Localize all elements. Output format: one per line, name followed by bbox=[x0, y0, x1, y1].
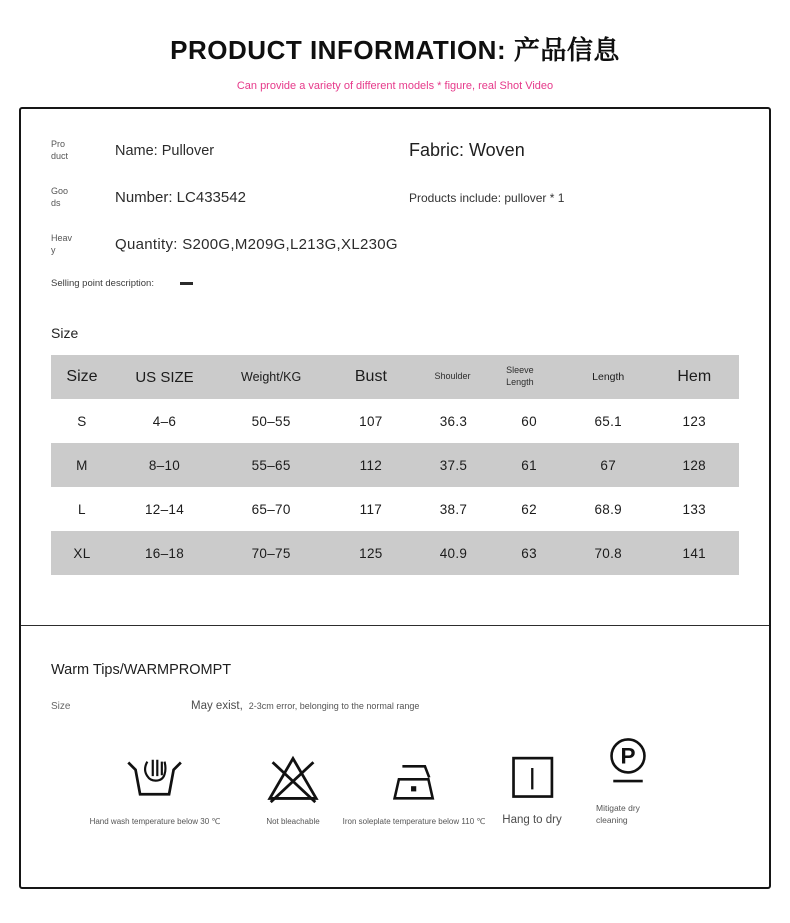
fabric-value: Fabric: Woven bbox=[409, 140, 525, 160]
care-instructions-row bbox=[51, 728, 739, 832]
hang-to-dry-icon bbox=[507, 743, 557, 801]
table-row-xl: XL 16–18 70–75 125 40.9 63 70.8 141 bbox=[51, 531, 739, 575]
info-row-product bbox=[51, 135, 739, 166]
care-label: Hang to dry bbox=[502, 814, 562, 826]
col-header-shoulder: Shoulder bbox=[434, 371, 471, 382]
page-subtitle: Can provide a variety of different models * figure, real Shot Video bbox=[236, 80, 554, 92]
col-header-sleeve-length: Sleeve Length bbox=[506, 365, 534, 387]
table-header-row bbox=[51, 355, 739, 399]
table-row-m: M 8–10 55–65 112 37.5 61 67 128 bbox=[51, 443, 739, 487]
size-chart-table bbox=[51, 355, 739, 575]
size-tolerance-note bbox=[51, 700, 739, 712]
warm-tips-section bbox=[51, 626, 739, 832]
col-header-us-size: US SIZE bbox=[135, 368, 194, 386]
product-info-sheet bbox=[19, 107, 771, 889]
iron-icon bbox=[388, 746, 440, 804]
col-header-size: Size bbox=[66, 368, 98, 385]
note-detail-text: 2-3cm error, belonging to the normal range bbox=[248, 701, 420, 711]
care-label: Hand wash temperature below 30 ℃ bbox=[89, 817, 221, 826]
do-not-bleach-icon bbox=[265, 746, 321, 804]
selling-point-row bbox=[51, 278, 739, 289]
care-item-dry-clean bbox=[596, 732, 660, 826]
row-tag-goods: Goo ds bbox=[51, 186, 69, 208]
warm-tips-heading: Warm Tips/WARMPROMPT bbox=[51, 662, 232, 678]
care-item-hand-wash bbox=[90, 746, 221, 826]
col-header-bust: Bust bbox=[354, 368, 387, 385]
products-include-value: Products include: pullover * 1 bbox=[409, 190, 565, 205]
gentle-dry-clean-icon bbox=[602, 732, 654, 790]
hand-wash-icon bbox=[126, 746, 184, 804]
info-row-goods bbox=[51, 182, 739, 213]
info-row-weight bbox=[51, 229, 739, 260]
care-label: Mitigate dry cleaning bbox=[596, 803, 640, 825]
col-header-hem: Hem bbox=[677, 368, 712, 385]
care-label: Iron soleplate temperature below 110 ℃ bbox=[342, 817, 486, 826]
selling-point-label: Selling point description: bbox=[51, 278, 154, 289]
care-item-no-bleach bbox=[265, 746, 321, 826]
care-item-iron bbox=[343, 746, 486, 826]
size-section-heading: Size bbox=[51, 325, 79, 341]
table-row-s: S 4–6 50–55 107 36.3 60 65.1 123 bbox=[77, 413, 706, 429]
table-row-l: L 12–14 65–70 117 38.7 62 68.9 133 bbox=[78, 501, 706, 517]
col-header-length: Length bbox=[592, 371, 625, 383]
care-label: Not bleachable bbox=[266, 817, 320, 826]
note-size-label: Size bbox=[51, 701, 71, 712]
note-main-text: May exist, bbox=[191, 700, 243, 712]
col-header-weight: Weight/KG bbox=[241, 370, 302, 384]
product-info-section bbox=[51, 109, 739, 260]
svg-text:P: P bbox=[620, 743, 636, 769]
page-title: PRODUCT INFORMATION: 产品信息 bbox=[170, 35, 620, 65]
quantity-value: Quantity: S200G,M209G,L213G,XL230G bbox=[115, 236, 398, 253]
row-tag-product: Pro duct bbox=[51, 139, 69, 161]
selling-point-dash bbox=[180, 282, 193, 285]
care-item-hang-dry bbox=[502, 743, 561, 826]
product-number-value: Number: LC433542 bbox=[115, 189, 246, 206]
product-name-value: Name: Pullover bbox=[115, 142, 215, 159]
row-tag-heavy: Heav y bbox=[51, 233, 73, 255]
